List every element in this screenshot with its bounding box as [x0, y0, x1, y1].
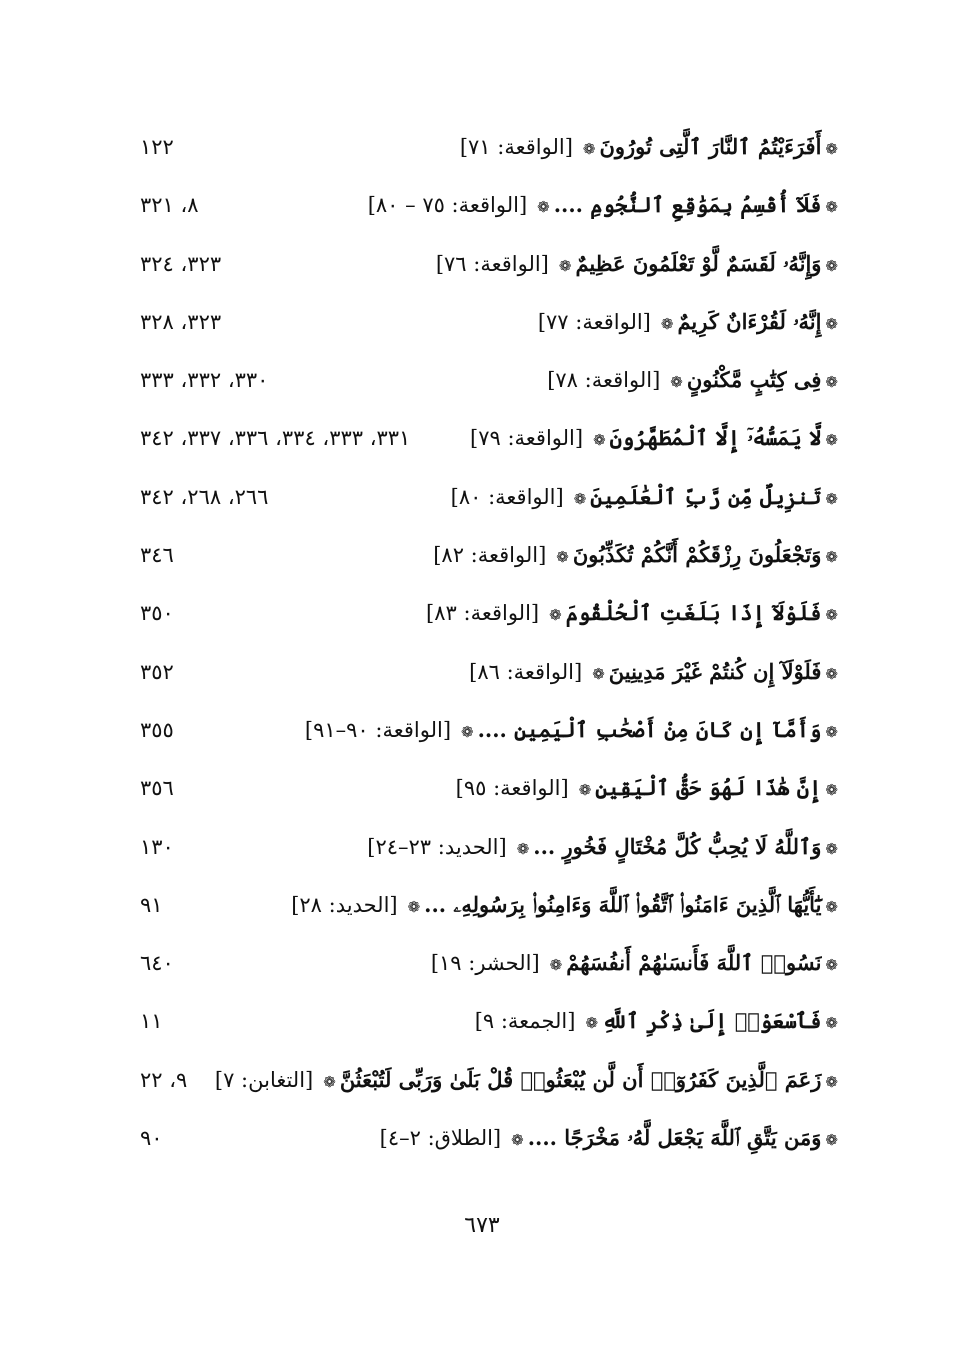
- index-entry: [0, 239, 964, 297]
- ornament-open-icon: ❁: [825, 722, 838, 741]
- verse-citation: [380, 1123, 842, 1155]
- verse-text: وَتَجْعَلُونَ رِزْقَكُمْ أَنَّكُمْ تُكَذِّبُونَ: [572, 542, 822, 568]
- verse-text: وَأَمَّآ إِن كَانَ مِنْ أَصْحَٰبِ ٱلْيَمِينِ ....: [477, 716, 822, 742]
- verse-reference: [الواقعة: ٨٦]: [469, 659, 583, 684]
- ornament-close-icon: ❁: [558, 256, 572, 275]
- index-entry: [0, 996, 964, 1054]
- ornament-open-icon: ❁: [825, 956, 838, 975]
- page-references: ٣٣١، ٣٣٣، ٣٣٤، ٣٣٦، ٣٣٧، ٣٤٢: [140, 426, 411, 451]
- index-entry: [0, 938, 964, 996]
- verse-reference: [الواقعة: ٧٧]: [537, 309, 651, 334]
- verse-citation: [215, 1065, 842, 1097]
- index-entry: [0, 1113, 964, 1171]
- page-number: ٦٧٣: [464, 1213, 500, 1238]
- verse-text: فَلَوْلَآ إِن كُنتُمْ غَيْرَ مَدِينِينَ: [608, 658, 822, 684]
- verse-text: نَسُوا۟ ٱللَّهَ فَأَنسَىٰهُمْ أَنفُسَهُمْ: [566, 950, 822, 976]
- page-references: ٦٤٠: [140, 951, 174, 976]
- index-entry: [0, 588, 964, 646]
- verse-citation: [436, 249, 842, 281]
- index-entry: [0, 822, 964, 880]
- ornament-close-icon: ❁: [592, 664, 605, 683]
- ornament-open-icon: ❁: [825, 198, 838, 217]
- index-entry: [0, 180, 964, 238]
- index-entry: [0, 413, 964, 471]
- page-references: ٣٥٥: [140, 717, 174, 742]
- ornament-open-icon: ❁: [825, 839, 838, 858]
- page-references: ٢٦٦، ٢٦٨، ٣٤٢: [140, 484, 269, 509]
- verse-reference: [الجمعة: ٩]: [474, 1009, 576, 1034]
- verse-text: فَلَآ أُقْسِمُ بِمَوَٰقِعِ ٱلنُّجُومِ ....: [553, 192, 822, 218]
- ornament-close-icon: ❁: [549, 956, 563, 975]
- ornament-close-icon: ❁: [582, 140, 596, 158]
- verse-citation: [538, 307, 842, 339]
- verse-citation: [456, 773, 842, 805]
- ornament-close-icon: ❁: [593, 431, 606, 450]
- page-references: ٣٤٦: [140, 543, 174, 568]
- page-references: ٣٥٠: [140, 601, 174, 626]
- page-references: ٩، ٢٢: [140, 1067, 188, 1092]
- index-entry: [0, 530, 964, 588]
- ornament-open-icon: ❁: [825, 606, 838, 625]
- verse-text: فَلَوْلَآ إِذَا بَلَغَتِ ٱلْحُلْقُومَ: [565, 600, 822, 626]
- ornament-close-icon: ❁: [670, 373, 683, 392]
- verse-citation: [433, 540, 842, 572]
- verse-text: وَمَن يَتَّقِ ٱللَّهَ يَجْعَل لَّهُۥ مَخْرَجًا ....: [527, 1125, 822, 1151]
- index-entry: [0, 880, 964, 938]
- verse-citation: [547, 365, 842, 397]
- page-references: ٨، ٣٢١: [140, 193, 199, 218]
- verse-reference: [الحديد: ٢٣–٢٤]: [367, 834, 507, 859]
- verse-text: وَٱللَّهُ لَا يُحِبُّ كُلَّ مُخْتَالٍ فَخُورٍ ...: [533, 833, 822, 859]
- index-entry: [0, 1055, 964, 1113]
- page-references: ٣٢٣، ٣٢٨: [140, 309, 222, 334]
- verse-text: فَٱسْعَوْا۟ إِلَىٰ ذِكْرِ ٱللَّهِ: [602, 1008, 822, 1034]
- index-entry: [0, 355, 964, 413]
- page-references: ١٣٠: [140, 834, 174, 859]
- ornament-open-icon: ❁: [825, 140, 838, 158]
- ornament-open-icon: ❁: [825, 664, 838, 683]
- verse-reference: [الواقعة: ٨٣]: [426, 601, 540, 626]
- ornament-open-icon: ❁: [825, 314, 838, 333]
- ornament-close-icon: ❁: [511, 1131, 524, 1150]
- verse-text: وَإِنَّهُۥ لَقَسَمٌ لَّوْ تَعْلَمُونَ عَظِيمٌ: [575, 250, 822, 276]
- verse-reference: [الواقعة: ٧٩]: [470, 426, 584, 451]
- verse-citation: [291, 890, 842, 922]
- ornament-close-icon: ❁: [573, 489, 587, 508]
- ornament-close-icon: ❁: [461, 722, 474, 741]
- ornament-open-icon: ❁: [825, 548, 838, 567]
- verse-reference: [الحشر: ١٩]: [430, 951, 540, 976]
- verse-index-list: [0, 122, 964, 1171]
- page-references: ٣٣٠، ٣٣٢، ٣٣٣: [140, 368, 269, 393]
- verse-reference: [الواقعة: ٧٥ – ٨٠]: [367, 193, 528, 218]
- verse-reference: [الواقعة: ٩٥]: [455, 776, 569, 801]
- verse-citation: [469, 657, 842, 689]
- verse-text: زَعَمَ ٱلَّذِينَ كَفَرُوٓا۟ أَن لَّن يُبْعَثُوا۟ قُلْ بَلَىٰ وَرَبِّى لَتُبْعَثُنَّ: [339, 1066, 822, 1092]
- index-entry: [0, 472, 964, 530]
- ornament-close-icon: ❁: [516, 839, 530, 858]
- verse-text: أَفَرَءَيْتُمُ ٱلنَّارَ ٱلَّتِى تُورُونَ: [599, 134, 822, 159]
- verse-citation: [451, 482, 842, 514]
- ornament-close-icon: ❁: [537, 198, 550, 217]
- verse-citation: [460, 132, 842, 164]
- page-references: ٩١: [140, 892, 163, 917]
- verse-text: يَٰٓأَيُّهَا ٱلَّذِينَ ءَامَنُوا۟ ٱتَّقُوا۟ ٱللَّهَ وَءَامِنُوا۟ بِرَسُولِهِۦ ...: [424, 891, 822, 917]
- verse-citation: [305, 715, 842, 747]
- page-references: ١١: [140, 1009, 163, 1034]
- ornament-open-icon: ❁: [825, 1131, 838, 1150]
- verse-citation: [470, 423, 842, 455]
- verse-reference: [التغابن: ٧]: [214, 1067, 314, 1092]
- verse-citation: [431, 948, 842, 980]
- verse-reference: [الواقعة: ٨٠]: [450, 484, 564, 509]
- verse-text: لَّا يَمَسُّهُۥٓ إِلَّا ٱلْمُطَهَّرُونَ: [609, 425, 822, 451]
- page-references: ٣٥٢: [140, 659, 174, 684]
- verse-reference: [الطلاق: ٢–٤]: [379, 1126, 502, 1151]
- verse-citation: [368, 190, 842, 222]
- verse-reference: [الواقعة: ٧٦]: [435, 251, 549, 276]
- ornament-open-icon: ❁: [825, 897, 838, 916]
- page-references: ٣٥٦: [140, 776, 174, 801]
- index-entry: [0, 647, 964, 705]
- ornament-open-icon: ❁: [825, 1014, 838, 1033]
- ornament-open-icon: ❁: [825, 256, 838, 275]
- verse-text: فِى كِتَٰبٍ مَّكْنُونٍ: [686, 367, 822, 393]
- page-references: ٣٢٣، ٣٢٤: [140, 251, 222, 276]
- verse-text: إِنَّهُۥ لَقُرْءَانٌ كَرِيمٌ: [677, 308, 822, 334]
- ornament-close-icon: ❁: [549, 606, 562, 625]
- index-entry: [0, 297, 964, 355]
- verse-text: تَنزِيلٌ مِّن رَّبِّ ٱلْعَٰلَمِينَ: [590, 483, 822, 509]
- ornament-close-icon: ❁: [407, 897, 421, 916]
- ornament-open-icon: ❁: [825, 781, 838, 800]
- index-entry: [0, 122, 964, 180]
- ornament-close-icon: ❁: [585, 1014, 599, 1033]
- page-references: ٩٠: [140, 1126, 163, 1151]
- verse-citation: [475, 1006, 842, 1038]
- ornament-open-icon: ❁: [825, 1072, 838, 1091]
- page-references: ١٢٢: [140, 135, 174, 159]
- verse-reference: [الواقعة: ٩٠–٩١]: [304, 717, 452, 742]
- ornament-open-icon: ❁: [825, 431, 838, 450]
- ornament-close-icon: ❁: [556, 548, 569, 567]
- verse-reference: [الواقعة: ٧٨]: [547, 368, 661, 393]
- ornament-close-icon: ❁: [578, 781, 592, 800]
- verse-citation: [367, 832, 842, 864]
- ornament-open-icon: ❁: [825, 373, 838, 392]
- verse-citation: [426, 598, 842, 630]
- index-entry: [0, 763, 964, 821]
- verse-reference: [الواقعة: ٨٢]: [433, 543, 547, 568]
- verse-reference: [الحديد: ٢٨]: [291, 892, 398, 917]
- index-entry: [0, 705, 964, 763]
- ornament-close-icon: ❁: [660, 314, 674, 333]
- ornament-open-icon: ❁: [825, 489, 838, 508]
- verse-text: إِنَّ هَٰذَا لَهُوَ حَقُّ ٱلْيَقِينِ: [595, 775, 822, 801]
- ornament-close-icon: ❁: [323, 1072, 336, 1091]
- verse-reference: [الواقعة: ٧١]: [459, 135, 573, 159]
